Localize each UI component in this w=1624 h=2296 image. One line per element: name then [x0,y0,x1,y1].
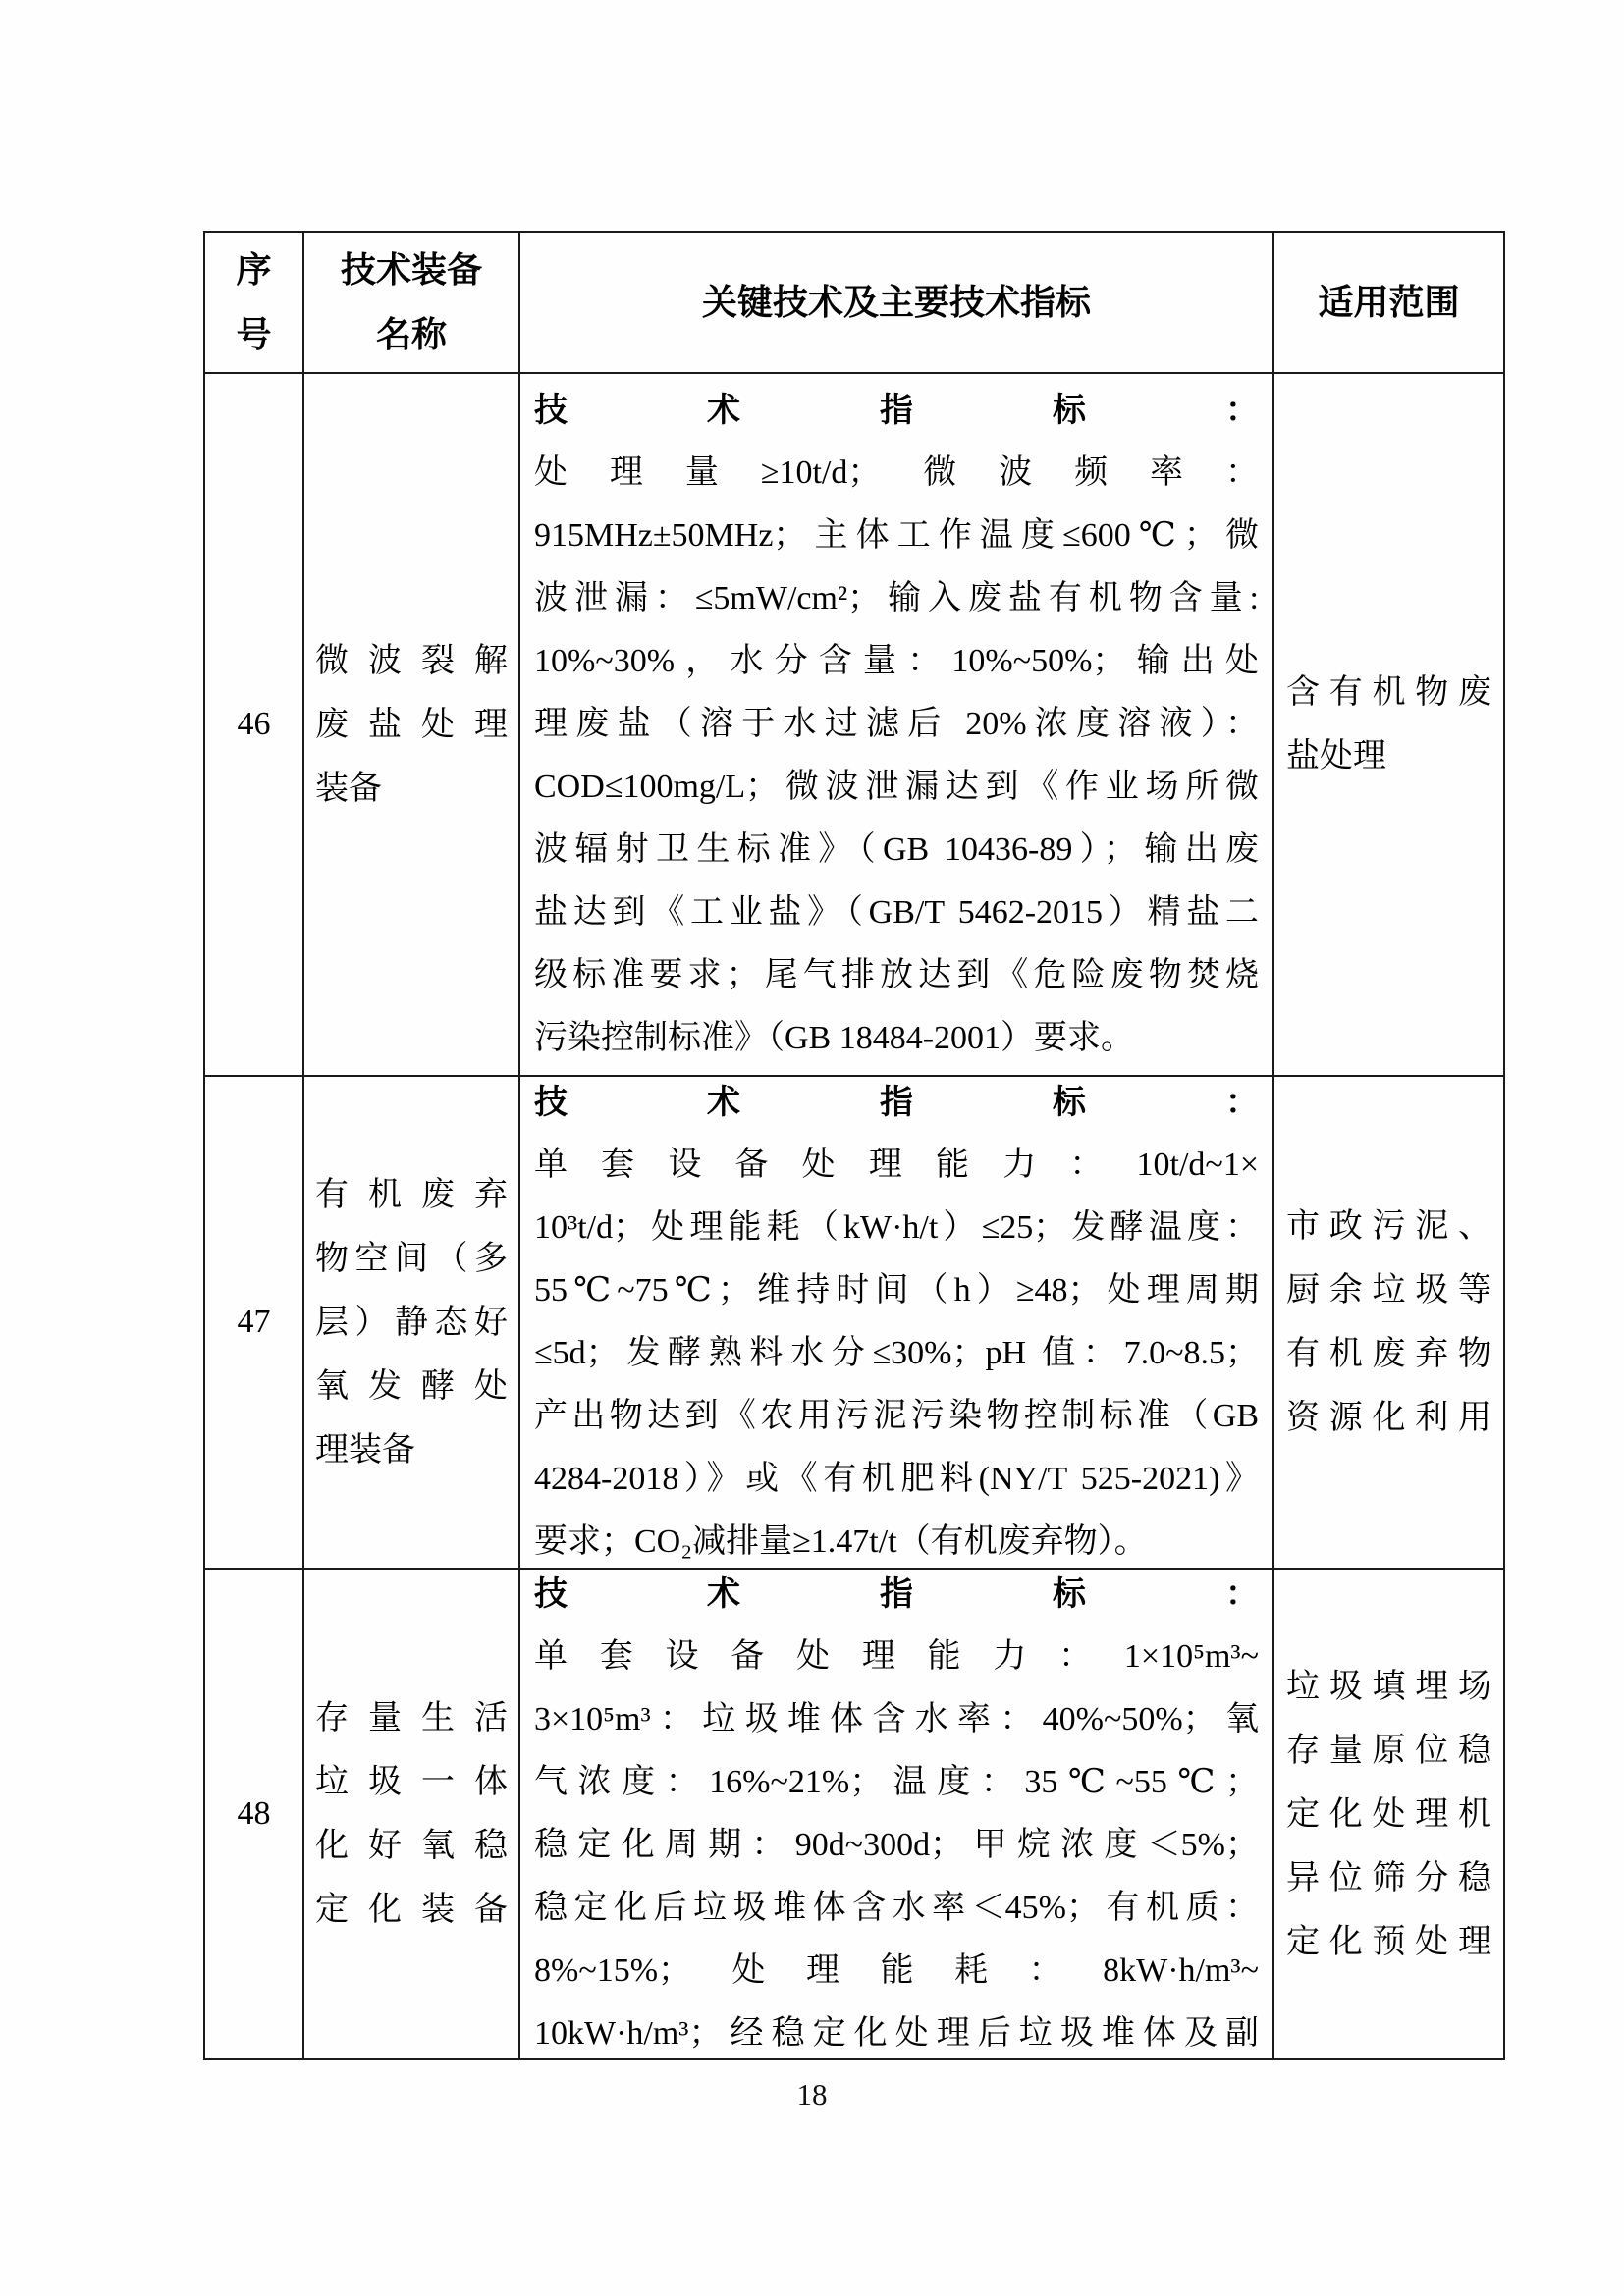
cell-no [205,372,302,1075]
indicator-line: 技术指标： 单套设备处理能力：1×10⁵m³~ [534,1568,1259,1688]
header-cell-scope [1272,233,1503,372]
indicator-line: 理废盐（溶于水过滤后 20%浓度溶液）： [534,706,1259,742]
cell-name [302,1075,518,1568]
header-label: 技术装备 [340,249,482,290]
scope-line: 垃圾填埋场 [1286,1668,1491,1705]
equipment-name-line: 垃圾一体 [315,1764,508,1800]
cell-indicators [518,372,1272,1075]
equipment-name-line: 存量生活 [315,1700,508,1736]
cell-scope [1272,372,1503,1075]
indicator-line: ≤5d；发酵熟料水分≤30%；pH 值：7.0~8.5； [534,1335,1259,1371]
header-cell-indicators [518,233,1272,372]
header-label: 适用范围 [1318,282,1460,322]
indicator-line: 稳定化周期：90d~300d；甲烷浓度＜5%； [534,1827,1259,1863]
scope-line: 异位筛分稳 [1286,1859,1491,1896]
scope-line: 市政污泥、 [1286,1208,1491,1245]
equipment-name-line: 氧发酵处 [315,1367,508,1405]
indicator-line: 污染控制标准》（GB 18484-2001）要求。 [534,1020,1135,1056]
indicator-line: 要求；CO₂减排量≥1.47t/t（有机废弃物）。 [534,1523,1148,1560]
equipment-name-line: 化好氧稳 [315,1828,508,1864]
equipment-name-line: 物空间（多 [315,1240,508,1277]
indicator-line: 10kW·h/m³；经稳定化处理后垃圾堆体及副 [534,2015,1259,2052]
cell-name [302,1568,518,2058]
indicator-bold-prefix: 技术指标： [534,1084,1259,1121]
row-number: 46 [237,706,271,742]
header-label: 号 [236,314,272,354]
indicator-line: 波辐射卫生标准》（GB 10436-89）；输出废 [534,831,1259,868]
cell-scope [1272,1568,1503,2058]
scope-line: 定化处理机 [1286,1795,1491,1833]
cell-no [205,1075,302,1568]
cell-indicators [518,1075,1272,1568]
equipment-name-line: 装备 [315,770,382,807]
equipment-table [203,231,1505,2060]
equipment-name-line: 有机废弃 [315,1176,508,1213]
indicator-line: 55℃~75℃；维持时间（h）≥48；处理周期 [534,1272,1259,1308]
equipment-name-line: 层）静态好 [315,1304,508,1341]
indicator-line: 波泄漏：≤5mW/cm²；输入废盐有机物含量: [534,580,1259,616]
equipment-name-line: 理装备 [315,1431,415,1468]
scope-line: 资源化利用 [1286,1400,1491,1436]
page-number: 18 [796,2077,828,2111]
indicator-line: 10³t/d；处理能耗（kW·h/t）≤25；发酵温度： [534,1209,1259,1246]
equipment-name-line: 定化装备 [315,1892,508,1928]
row-number: 48 [237,1795,271,1832]
scope-line: 存量原位稳 [1286,1732,1491,1769]
scope-line: 定化预处理 [1286,1923,1491,1960]
indicator-line: 气浓度：16%~21%；温度：35℃~55℃； [534,1764,1259,1800]
cell-no [205,1568,302,2058]
header-label: 名称 [375,314,447,354]
indicator-line: 8%~15%；处理能耗：8kW·h/m³~ [534,1952,1259,1989]
header-cell-no [205,233,302,372]
indicator-line: 技术指标： 处理量≥10t/d；微波频率： [534,379,1259,505]
indicator-line: 级标准要求；尾气排放达到《危险废物焚烧 [534,957,1259,993]
header-label: 序 [236,249,272,290]
scope-line: 有机废弃物 [1286,1336,1491,1372]
indicator-line: 盐达到《工业盐》（GB/T 5462-2015）精盐二 [534,894,1259,931]
indicator-line: COD≤100mg/L；微波泄漏达到《作业场所微 [534,769,1259,805]
indicator-line: 技术指标： 单套设备处理能力：10t/d~1× [534,1075,1259,1197]
indicator-bold-prefix: 技术指标： [534,392,1259,429]
scope-line: 盐处理 [1286,738,1386,774]
indicator-line: 10%~30%，水分含量：10%~50%；输出处 [534,643,1259,679]
indicator-bold-prefix: 技术指标： [534,1575,1259,1613]
cell-indicators [518,1568,1272,2058]
cell-scope [1272,1075,1503,1568]
scope-line: 厨余垃圾等 [1286,1272,1491,1308]
row-number: 47 [237,1304,271,1340]
indicator-line: 稳定化后垃圾堆体含水率＜45%；有机质： [534,1890,1259,1926]
equipment-name-line: 废盐处理 [315,706,508,743]
indicator-line: 4284-2018）》或《有机肥料(NY/T 525-2021)》 [534,1461,1259,1497]
indicator-line: 915MHz±50MHz；主体工作温度≤600℃；微 [534,517,1259,554]
scope-line: 含有机物废 [1286,674,1491,711]
header-cell-name [302,233,518,372]
indicator-line: 产出物达到《农用污泥污染物控制标准（GB [534,1398,1259,1434]
cell-name [302,372,518,1075]
header-label: 关键技术及主要技术指标 [701,282,1091,322]
indicator-line: 3×10⁵m³：垃圾堆体含水率：40%~50%；氧 [534,1701,1259,1737]
equipment-name-line: 微波裂解 [315,642,508,679]
